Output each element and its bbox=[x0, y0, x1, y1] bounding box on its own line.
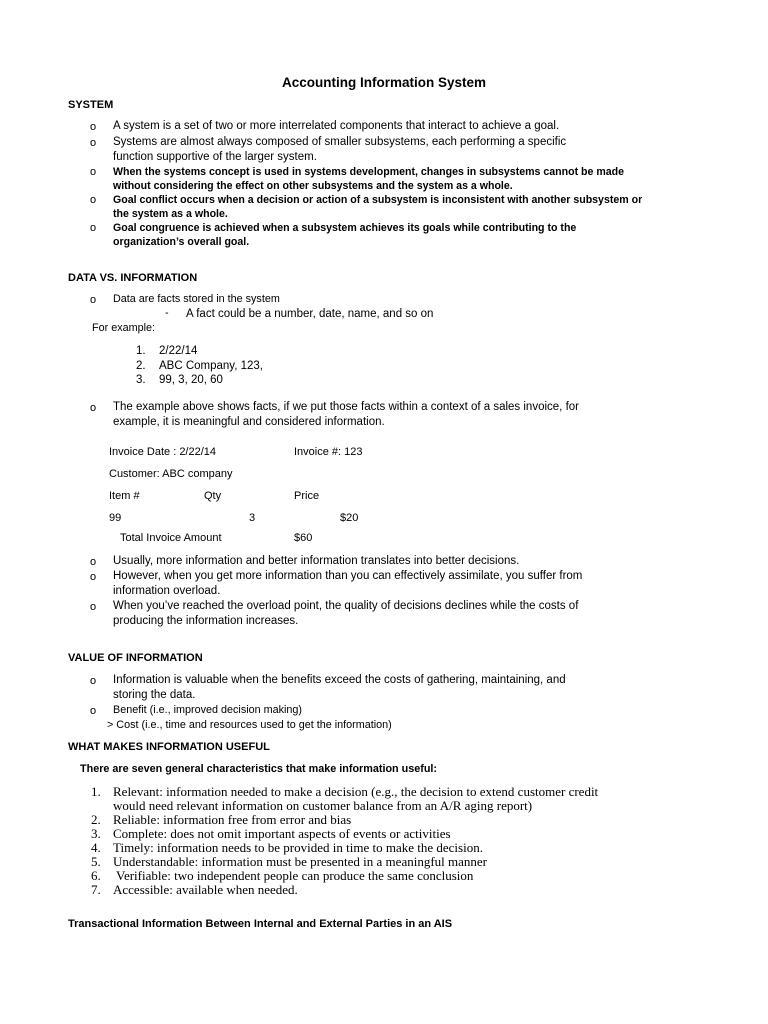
useful-item-6: Verifiable: two independent people can produce the same conclusion bbox=[113, 868, 474, 883]
bullet-icon: o bbox=[90, 222, 97, 234]
useful-item-5: Understandable: information must be presented in a meaningful manner bbox=[113, 854, 487, 869]
bullet-icon: o bbox=[90, 556, 97, 568]
value-cost-line: > Cost (i.e., time and resources used to get the information) bbox=[107, 719, 392, 731]
bullet-icon: o bbox=[90, 705, 97, 717]
system-item-5-line-1: Goal congruence is achieved when a subsystem achieves its goals while contributing to the bbox=[113, 222, 577, 234]
invoice-price-value: $20 bbox=[340, 512, 359, 524]
useful-intro: There are seven general characteristics that make information useful: bbox=[80, 763, 438, 775]
system-item-2-line-2: function supportive of the larger system. bbox=[113, 151, 317, 163]
useful-item-7: Accessible: available when needed. bbox=[113, 882, 298, 897]
invoice-qty-value: 3 bbox=[249, 512, 256, 524]
list-number: 4. bbox=[91, 840, 101, 855]
list-number: 7. bbox=[91, 882, 101, 897]
list-number: 6. bbox=[91, 868, 101, 883]
info-item-3-line-1: When you’ve reached the overload point, the quality of decisions declines while the costs of bbox=[113, 600, 579, 612]
section-heading-data-vs-information: DATA VS. INFORMATION bbox=[68, 272, 198, 284]
dash-icon: - bbox=[165, 307, 169, 319]
example-item-3: 99, 3, 20, 60 bbox=[159, 374, 223, 386]
section-heading-what-makes-information-useful: WHAT MAKES INFORMATION USEFUL bbox=[68, 741, 270, 753]
example-item-1: 2/22/14 bbox=[159, 345, 198, 357]
bullet-icon: o bbox=[90, 571, 97, 583]
list-number: 2. bbox=[136, 360, 146, 372]
invoice-total-value: $60 bbox=[294, 532, 313, 544]
system-item-4-line-1: Goal conflict occurs when a decision or action of a subsystem is inconsistent with another subsystem or bbox=[113, 194, 643, 206]
info-item-3-line-2: producing the information increases. bbox=[113, 615, 299, 627]
bullet-icon: o bbox=[90, 137, 97, 149]
list-number: 1. bbox=[91, 784, 101, 799]
system-item-4-line-2: the system as a whole. bbox=[113, 208, 228, 220]
list-number: 5. bbox=[91, 854, 101, 869]
invoice-qty-header: Qty bbox=[204, 490, 222, 502]
section-heading-value-of-information: VALUE OF INFORMATION bbox=[68, 652, 203, 664]
useful-item-4: Timely: information needs to be provided in time to make the decision. bbox=[113, 840, 483, 855]
transactional-heading: Transactional Information Between Internal and External Parties in an AIS bbox=[68, 918, 453, 930]
bullet-icon: o bbox=[90, 166, 97, 178]
useful-item-1-line-2: would need relevant information on customer balance from an A/R aging report) bbox=[113, 798, 533, 813]
list-number: 2. bbox=[91, 812, 101, 827]
invoice-price-header: Price bbox=[294, 490, 320, 502]
system-item-1: A system is a set of two or more interrelated components that interact to achieve a goal. bbox=[113, 120, 560, 132]
bullet-icon: o bbox=[90, 121, 97, 133]
system-item-3-line-1: When the systems concept is used in systems development, changes in subsystems cannot be made bbox=[113, 166, 625, 178]
info-item-1: Usually, more information and better information translates into better decisions. bbox=[113, 555, 520, 567]
data-item-2-line-2: example, it is meaningful and considered information. bbox=[113, 416, 385, 428]
value-item-1-line-1: Information is valuable when the benefits exceed the costs of gathering, maintaining, and bbox=[113, 674, 566, 686]
section-heading-system: SYSTEM bbox=[68, 99, 114, 111]
invoice-customer: Customer: ABC company bbox=[109, 468, 233, 480]
info-item-2-line-2: information overload. bbox=[113, 585, 221, 597]
bullet-icon: o bbox=[90, 194, 97, 206]
example-label: For example: bbox=[92, 322, 156, 334]
list-number: 3. bbox=[91, 826, 101, 841]
example-item-2: ABC Company, 123, bbox=[159, 360, 263, 372]
value-item-2: Benefit (i.e., improved decision making) bbox=[113, 704, 303, 716]
invoice-date: Invoice Date : 2/22/14 bbox=[109, 446, 217, 458]
system-item-3-line-2: without considering the effect on other subsystems and the system as a whole. bbox=[113, 180, 513, 192]
data-subitem: A fact could be a number, date, name, and so on bbox=[186, 308, 434, 320]
invoice-total-label: Total Invoice Amount bbox=[120, 532, 222, 544]
useful-item-2: Reliable: information free from error and bias bbox=[113, 812, 352, 827]
list-number: 3. bbox=[136, 374, 146, 386]
invoice-item-value: 99 bbox=[109, 512, 122, 524]
bullet-icon: o bbox=[90, 294, 97, 306]
bullet-icon: o bbox=[90, 675, 97, 687]
bullet-icon: o bbox=[90, 601, 97, 613]
info-item-2-line-1: However, when you get more information than you can effectively assimilate, you suffer from bbox=[113, 570, 583, 582]
invoice-number: Invoice #: 123 bbox=[294, 446, 363, 458]
document-title: Accounting Information System bbox=[281, 75, 487, 90]
list-number: 1. bbox=[136, 345, 146, 357]
system-item-5-line-2: organization’s overall goal. bbox=[113, 236, 250, 248]
useful-item-3: Complete: does not omit important aspects of events or activities bbox=[113, 826, 451, 841]
useful-item-1-line-1: Relevant: information needed to make a decision (e.g., the decision to extend customer credit bbox=[113, 784, 599, 799]
system-item-2-line-1: Systems are almost always composed of smaller subsystems, each performing a specific bbox=[113, 136, 567, 148]
value-item-1-line-2: storing the data. bbox=[113, 689, 196, 701]
data-item-1: Data are facts stored in the system bbox=[113, 293, 280, 305]
data-item-2-line-1: The example above shows facts, if we put those facts within a context of a sales invoice, for bbox=[113, 401, 579, 413]
bullet-icon: o bbox=[90, 402, 97, 414]
invoice-item-header: Item # bbox=[109, 490, 140, 502]
